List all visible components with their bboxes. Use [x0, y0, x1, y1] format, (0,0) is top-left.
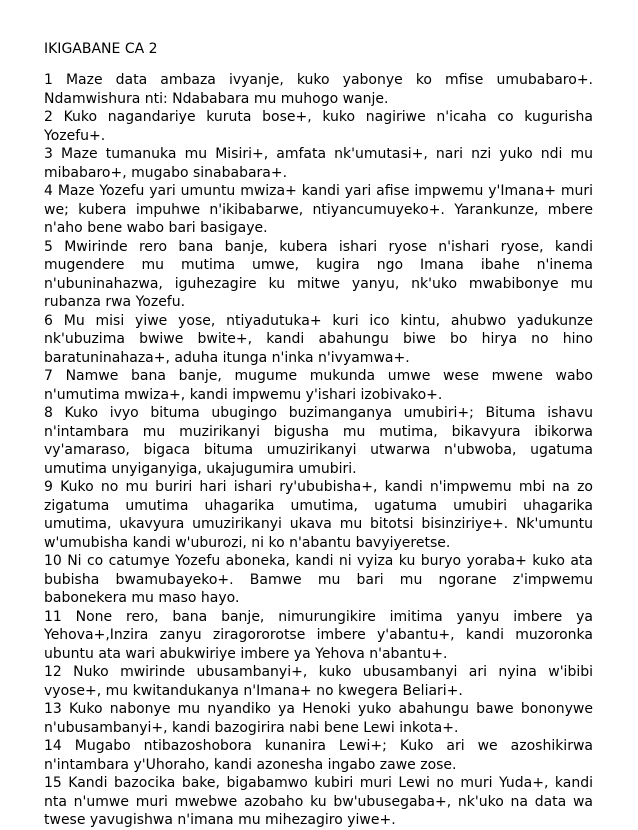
document-page — [44, 40, 593, 830]
verse-3: 3 Maze tumanuka mu Misiri+, amfata nk'umutasi+, nari nzi yuko ndi mu mibabaro+, mugabo sinababara+. — [44, 146, 593, 181]
verse-13: 13 Kuko nabonye mu nyandiko ya Henoki yuko abahungu bawe bononywe n'ubusambanyi+, kandi bazogirira nabi bene Lewi inkota+. — [44, 701, 593, 736]
verse-7: 7 Namwe bana banje, mugume mukunda umwe wese mwene wabo n'umutima mwiza+, kandi impwemu y'ishari izobivako+. — [44, 368, 593, 403]
verse-8: 8 Kuko ivyo bituma ubugingo buzimanganya umubiri+; Bituma ishavu n'intambara mu muzirikanyi bigusha mu mutima, bikavyura ibikorwa vy'amaraso, bigaca bituma umuzirikanyi utwarwa n'ubwoba, ugatuma umutima unyiganyiga, ukajugumira umubiri. — [44, 405, 593, 477]
verse-14: 14 Mugabo ntibazoshobora kunanira Lewi+; Kuko ari we azoshikirwa n'intambara y'Uhoraho, kandi azonesha ingabo zawe zose. — [44, 738, 593, 773]
verse-12: 12 Nuko mwirinde ubusambanyi+, kuko ubusambanyi ari nyina w'ibibi vyose+, mu kwitandukanya n'Imana+ no kwegera Beliari+. — [44, 664, 593, 699]
verse-5: 5 Mwirinde rero bana banje, kubera ishari ryose n'ishari ryose, kandi mugendere mu mutima umwe, kugira ngo Imana ibahe n'inema n'ubuninahazwa, iguhezagire ku mitwe yanyu, nk'uko mwabibonye mu rubanza rwa Yozefu. — [44, 238, 593, 310]
verse-1: 1 Maze data ambaza ivyanje, kuko yabonye ko mfise umubabaro+. Ndamwishura nti: Ndababara mu muhogo wanje. — [44, 72, 593, 107]
verse-11: 11 None rero, bana banje, nimurungikire imitima yanyu imbere ya Yehova+,Inzira zanyu ziragororotse imbere y'abantu+, kandi muzoronka ubuntu ata wari abukwiriye imbere ya Yehova n'abantu+. — [44, 608, 593, 662]
verse-2: 2 Kuko nagandariye kuruta bose+, kuko nagiriwe n'icaha co kugurisha Yozefu+. — [44, 109, 593, 144]
verse-10: 10 Ni co catumye Yozefu aboneka, kandi ni vyiza ku buryo yoraba+ kuko ata bubisha bwamubayeko+. Bamwe mu bari mu ngorane z'impwemu babonekera mu maso hayo. — [44, 553, 593, 606]
chapter-title: IKIGABANE CA 2 — [44, 41, 158, 57]
verse-15: 15 Kandi bazocika bake, bigabamwo kubiri muri Lewi no muri Yuda+, kandi nta n'umwe muri mwebwe azobaho ku bw'ubusegaba+, nk'uko na data wa twese yavugishwa n'imana mu mihezagiro yiwe+. — [44, 775, 593, 828]
verse-6: 6 Mu misi yiwe yose, ntiyadutuka+ kuri ico kintu, ahubwo yadukunze nk'ubuzima bwiwe bwite+, kandi abahungu biwe bo hirya no hino baratuninahaza+, aduha itunga n'inka n'ivyamwa+. — [44, 312, 593, 366]
verse-9: 9 Kuko no mu buriri hari ishari ry'ububisha+, kandi n'impwemu mbi na zo zigatuma umutima uhagarika umutima, ugatuma umubiri uhagarika umutima, ukavyura umuzirikanyi ukava mu bitotsi bisinziriye+. Nk'umuntu w'umubisha kandi w'uburozi, ni ko n'abantu bavyiyeretse. — [44, 479, 593, 551]
verse-4: 4 Maze Yozefu yari umuntu mwiza+ kandi yari afise impwemu y'Imana+ muri we; kubera impuhwe n'ikibabarwe, ntiyancumuyeko+. Yarankunze, mbere n'aho bene wabo bari basigaye. — [44, 183, 593, 236]
